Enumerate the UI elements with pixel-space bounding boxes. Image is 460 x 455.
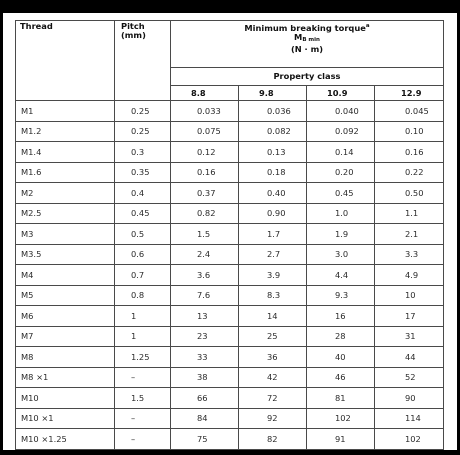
table-row <box>16 121 444 142</box>
value-cell-10-9: 0.092 <box>307 121 375 142</box>
table-row <box>16 306 444 327</box>
thread-cell: M3 <box>16 224 115 245</box>
value-cell-10-9: 16 <box>307 306 375 327</box>
value-cell-10-9: 91 <box>307 429 375 450</box>
thread-cell: M8 <box>16 347 115 368</box>
value-cell-12-9: 0.50 <box>375 183 444 204</box>
header-pitch-unit: (mm) <box>121 30 146 40</box>
value-cell-8-8: 66 <box>171 388 239 409</box>
pitch-cell: 0.35 <box>115 162 171 183</box>
thread-cell: M6 <box>16 306 115 327</box>
value-cell-10-9: 81 <box>307 388 375 409</box>
value-cell-9-8: 0.90 <box>239 203 307 224</box>
table-row <box>16 183 444 204</box>
value-cell-9-8: 1.7 <box>239 224 307 245</box>
pitch-cell: 0.4 <box>115 183 171 204</box>
value-cell-10-9: 0.040 <box>307 101 375 122</box>
table-row <box>16 162 444 183</box>
pitch-cell: 0.6 <box>115 244 171 265</box>
value-cell-12-9: 17 <box>375 306 444 327</box>
value-cell-8-8: 23 <box>171 326 239 347</box>
value-cell-8-8: 7.6 <box>171 285 239 306</box>
pitch-cell: 1 <box>115 326 171 347</box>
value-cell-8-8: 1.5 <box>171 224 239 245</box>
value-cell-10-9: 46 <box>307 367 375 388</box>
table-body <box>16 101 444 450</box>
table-row <box>16 326 444 347</box>
table-row <box>16 429 444 450</box>
header-class-10-9: 10.9 <box>307 86 375 101</box>
value-cell-9-8: 42 <box>239 367 307 388</box>
value-cell-10-9: 102 <box>307 408 375 429</box>
value-cell-10-9: 1.9 <box>307 224 375 245</box>
value-cell-10-9: 3.0 <box>307 244 375 265</box>
header-torque-title: Minimum breaking torque <box>244 23 366 33</box>
header-class-9-8: 9.8 <box>239 86 307 101</box>
value-cell-8-8: 33 <box>171 347 239 368</box>
value-cell-12-9: 0.10 <box>375 121 444 142</box>
value-cell-8-8: 13 <box>171 306 239 327</box>
table-row <box>16 203 444 224</box>
thread-cell: M10 <box>16 388 115 409</box>
value-cell-8-8: 0.075 <box>171 121 239 142</box>
document-page <box>3 13 457 450</box>
table-row <box>16 244 444 265</box>
header-property-class: Property class <box>171 68 444 86</box>
value-cell-12-9: 102 <box>375 429 444 450</box>
thread-cell: M4 <box>16 265 115 286</box>
value-cell-12-9: 10 <box>375 285 444 306</box>
value-cell-12-9: 90 <box>375 388 444 409</box>
table-row <box>16 285 444 306</box>
value-cell-8-8: 38 <box>171 367 239 388</box>
value-cell-8-8: 0.16 <box>171 162 239 183</box>
pitch-cell: 0.25 <box>115 121 171 142</box>
header-torque-unit: (N · m) <box>290 44 324 54</box>
value-cell-10-9: 0.14 <box>307 142 375 163</box>
table-row <box>16 265 444 286</box>
table-row <box>16 142 444 163</box>
thread-cell: M8 ×1 <box>16 367 115 388</box>
pitch-cell: 0.7 <box>115 265 171 286</box>
value-cell-9-8: 0.13 <box>239 142 307 163</box>
header-class-8-8: 8.8 <box>171 86 239 101</box>
value-cell-12-9: 44 <box>375 347 444 368</box>
header-torque-symbol: M <box>294 32 303 42</box>
value-cell-9-8: 0.082 <box>239 121 307 142</box>
value-cell-9-8: 0.036 <box>239 101 307 122</box>
value-cell-12-9: 3.3 <box>375 244 444 265</box>
header-thread: Thread <box>16 21 115 101</box>
value-cell-12-9: 31 <box>375 326 444 347</box>
header-torque-footnote: a <box>365 23 370 29</box>
value-cell-8-8: 0.37 <box>171 183 239 204</box>
value-cell-9-8: 36 <box>239 347 307 368</box>
thread-cell: M1.4 <box>16 142 115 163</box>
value-cell-8-8: 84 <box>171 408 239 429</box>
pitch-cell: 1 <box>115 306 171 327</box>
value-cell-10-9: 0.45 <box>307 183 375 204</box>
value-cell-8-8: 0.12 <box>171 142 239 163</box>
thread-cell: M7 <box>16 326 115 347</box>
value-cell-8-8: 0.033 <box>171 101 239 122</box>
thread-cell: M1.2 <box>16 121 115 142</box>
value-cell-9-8: 2.7 <box>239 244 307 265</box>
value-cell-12-9: 4.9 <box>375 265 444 286</box>
thread-cell: M10 ×1 <box>16 408 115 429</box>
value-cell-12-9: 0.045 <box>375 101 444 122</box>
value-cell-9-8: 0.18 <box>239 162 307 183</box>
value-cell-12-9: 0.22 <box>375 162 444 183</box>
value-cell-9-8: 72 <box>239 388 307 409</box>
thread-cell: M1.6 <box>16 162 115 183</box>
value-cell-10-9: 28 <box>307 326 375 347</box>
value-cell-10-9: 0.20 <box>307 162 375 183</box>
pitch-cell: – <box>115 367 171 388</box>
thread-cell: M3.5 <box>16 244 115 265</box>
thread-cell: M1 <box>16 101 115 122</box>
pitch-cell: 0.8 <box>115 285 171 306</box>
header-torque-symbol-sub: B min <box>302 37 320 43</box>
pitch-cell: – <box>115 429 171 450</box>
thread-cell: M10 ×1.25 <box>16 429 115 450</box>
header-pitch <box>115 21 171 101</box>
value-cell-12-9: 1.1 <box>375 203 444 224</box>
value-cell-10-9: 9.3 <box>307 285 375 306</box>
value-cell-8-8: 3.6 <box>171 265 239 286</box>
value-cell-12-9: 0.16 <box>375 142 444 163</box>
table-row <box>16 224 444 245</box>
value-cell-8-8: 75 <box>171 429 239 450</box>
pitch-cell: – <box>115 408 171 429</box>
pitch-cell: 0.45 <box>115 203 171 224</box>
pitch-cell: 1.25 <box>115 347 171 368</box>
value-cell-9-8: 0.40 <box>239 183 307 204</box>
breaking-torque-table <box>15 20 444 450</box>
value-cell-8-8: 2.4 <box>171 244 239 265</box>
value-cell-10-9: 40 <box>307 347 375 368</box>
pitch-cell: 0.3 <box>115 142 171 163</box>
value-cell-12-9: 2.1 <box>375 224 444 245</box>
value-cell-10-9: 4.4 <box>307 265 375 286</box>
value-cell-8-8: 0.82 <box>171 203 239 224</box>
thread-cell: M2 <box>16 183 115 204</box>
header-torque <box>171 21 444 68</box>
value-cell-9-8: 82 <box>239 429 307 450</box>
pitch-cell: 0.5 <box>115 224 171 245</box>
pitch-cell: 1.5 <box>115 388 171 409</box>
thread-cell: M2.5 <box>16 203 115 224</box>
value-cell-10-9: 1.0 <box>307 203 375 224</box>
table-row <box>16 388 444 409</box>
pitch-cell: 0.25 <box>115 101 171 122</box>
value-cell-9-8: 3.9 <box>239 265 307 286</box>
value-cell-9-8: 14 <box>239 306 307 327</box>
value-cell-9-8: 8.3 <box>239 285 307 306</box>
thread-cell: M5 <box>16 285 115 306</box>
value-cell-9-8: 92 <box>239 408 307 429</box>
header-pitch-label: Pitch <box>121 21 145 31</box>
value-cell-12-9: 114 <box>375 408 444 429</box>
header-class-12-9: 12.9 <box>375 86 444 101</box>
table-row <box>16 347 444 368</box>
table-row <box>16 367 444 388</box>
value-cell-9-8: 25 <box>239 326 307 347</box>
value-cell-12-9: 52 <box>375 367 444 388</box>
table-row <box>16 101 444 122</box>
table-row <box>16 408 444 429</box>
